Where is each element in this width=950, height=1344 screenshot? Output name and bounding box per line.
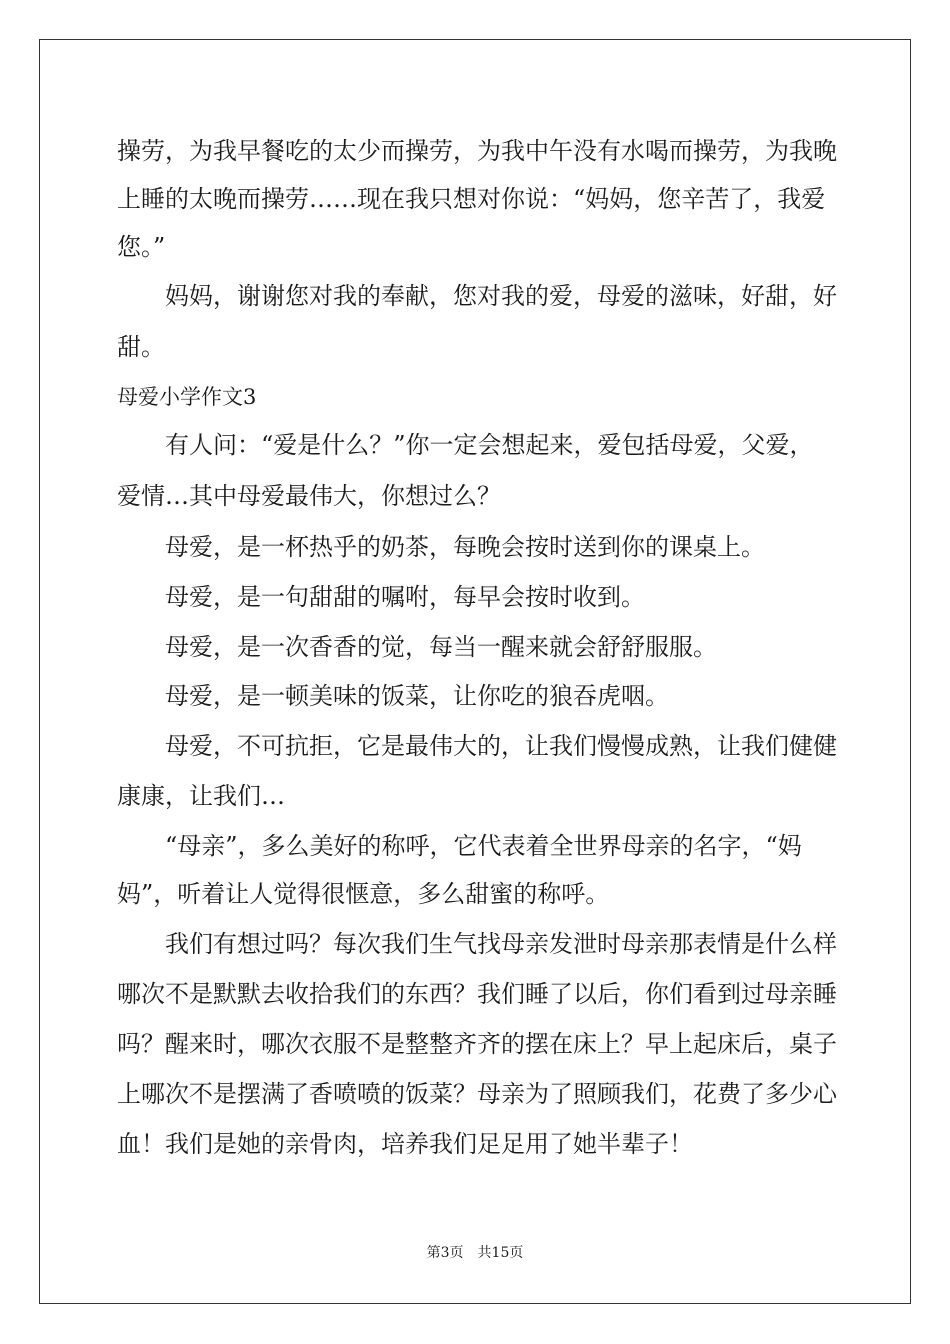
body-line: 康康，让我们… (117, 782, 285, 810)
body-line: 上哪次不是摆满了香喷喷的饭菜？母亲为了照顾我们，花费了多少心 (117, 1080, 837, 1108)
body-line: 上睡的太晚而操劳……现在我只想对你说：“妈妈，您辛苦了，我爱 (117, 185, 826, 213)
body-line: 我们有想过吗？每次我们生气找母亲发泄时母亲那表情是什么样 (165, 930, 837, 958)
page-number: 第3页 (426, 1245, 464, 1261)
body-line: 有人问：“爱是什么？”你一定会想起来，爱包括母爱，父爱， (165, 431, 814, 459)
page-footer (0, 1243, 950, 1263)
body-line: 母爱，是一次香香的觉，每当一醒来就会舒舒服服。 (165, 633, 717, 661)
body-line: 吗？醒来时，哪次衣服不是整整齐齐的摆在床上？早上起床后，桌子 (117, 1030, 837, 1058)
body-line: 母爱，不可抗拒，它是最伟大的，让我们慢慢成熟，让我们健健 (165, 732, 837, 760)
body-line: “母亲”，多么美好的称呼，它代表着全世界母亲的名字，“妈 (165, 832, 802, 860)
body-line: 母爱，是一顿美味的饭菜，让你吃的狼吞虎咽。 (165, 682, 669, 710)
body-line: 操劳，为我早餐吃的太少而操劳，为我中午没有水喝而操劳，为我晚 (117, 137, 837, 165)
body-line: 妈妈，谢谢您对我的奉献，您对我的爱，母爱的滋味，好甜，好 (165, 282, 837, 310)
body-line: 母爱，是一杯热乎的奶茶，每晚会按时送到你的课桌上。 (165, 533, 765, 561)
body-line: 哪次不是默默去收拾我们的东西？我们睡了以后，你们看到过母亲睡 (117, 980, 837, 1008)
body-line: 母爱，是一句甜甜的嘱咐，每早会按时收到。 (165, 583, 645, 611)
body-line: 妈”，听着让人觉得很惬意，多么甜蜜的称呼。 (117, 880, 610, 908)
body-line: 爱情…其中母爱最伟大，你想过么？ (117, 482, 501, 510)
body-line: 血！我们是她的亲骨肉，培养我们足足用了她半辈子！ (117, 1130, 693, 1158)
page-total: 共15页 (477, 1245, 524, 1261)
section-heading: 母爱小学作文3 (117, 385, 257, 409)
body-line: 您。” (117, 233, 166, 261)
body-line: 甜。 (117, 333, 165, 361)
